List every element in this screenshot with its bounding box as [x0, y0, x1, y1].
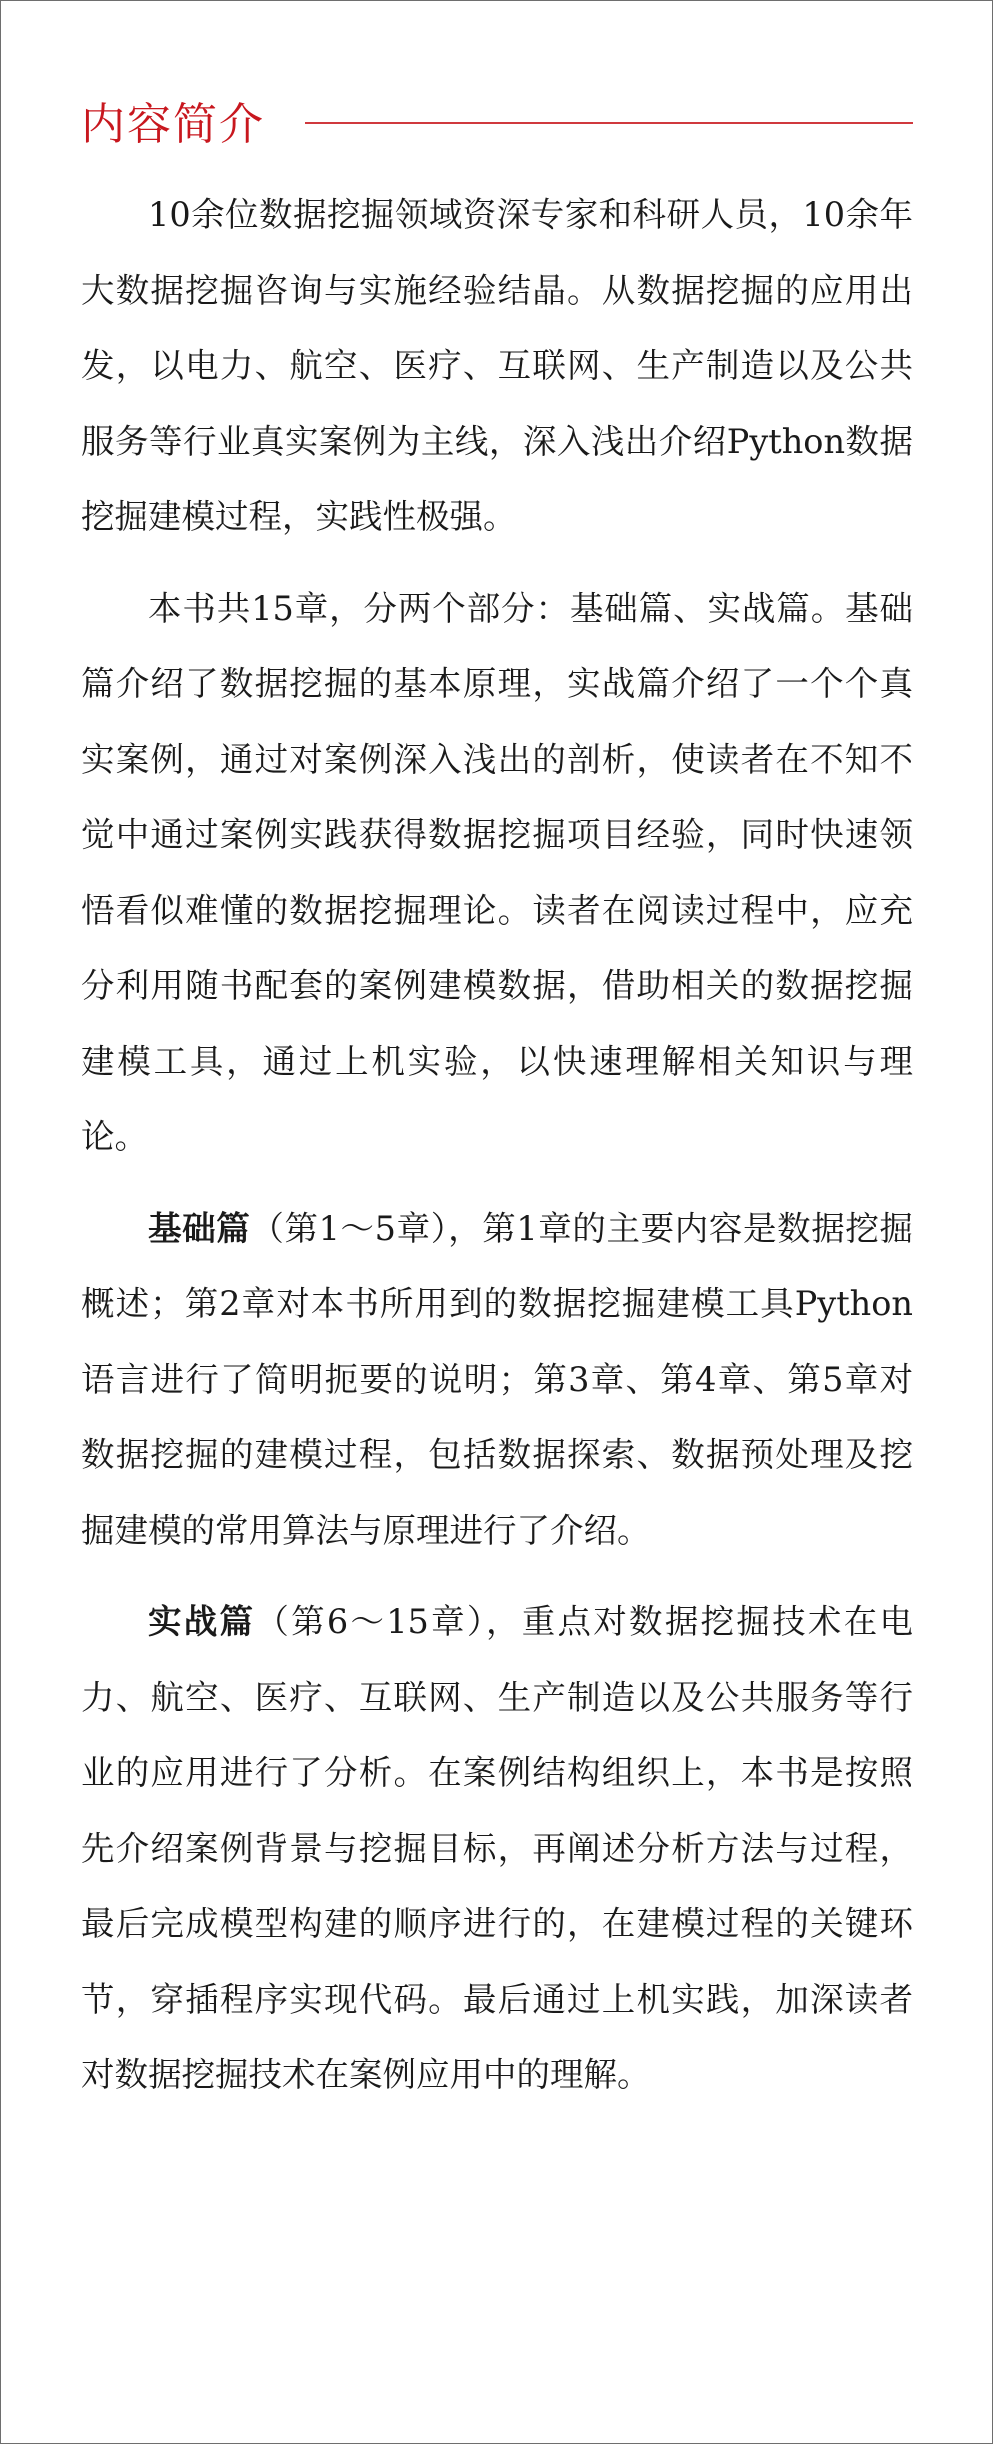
paragraph-practice-label: 实战篇: [148, 1602, 256, 1641]
synopsis-body: [81, 177, 913, 2129]
title-rule-divider: [305, 122, 913, 124]
section-header: [81, 85, 913, 155]
paragraph-structure-text: 本书共15章，分两个部分：基础篇、实战篇。基础篇介绍了数据挖掘的基本原理，实战篇介绍了一个个真实案例，通过对案例深入浅出的剖析，使读者在不知不觉中通过案例实践获得数据挖掘项目经验，同时快速领悟看似难懂的数据挖掘理论。读者在阅读过程中，应充分利用随书配套的案例建模数据，借助相关的数据挖掘建模工具，通过上机实验，以快速理解相关知识与理论。: [81, 588, 913, 1156]
paragraph-structure: [81, 571, 913, 1175]
paragraph-basics: [81, 1191, 913, 1569]
paragraph-practice: [81, 1584, 913, 2113]
paragraph-practice-text: （第6～15章），重点对数据挖掘技术在电力、航空、医疗、互联网、生产制造以及公共服务等行业的应用进行了分析。在案例结构组织上，本书是按照先介绍案例背景与挖掘目标，再阐述分析方法与过程，最后完成模型构建的顺序进行的，在建模过程的关键环节，穿插程序实现代码。最后通过上机实践，加深读者对数据挖掘技术在案例应用中的理解。: [81, 1602, 913, 2094]
section-title: 内容简介: [81, 99, 265, 150]
paragraph-overview: [81, 177, 913, 555]
paragraph-overview-text: 10余位数据挖掘领域资深专家和科研人员，10余年大数据挖掘咨询与实施经验结晶。从数据挖掘的应用出发，以电力、航空、医疗、互联网、生产制造以及公共服务等行业真实案例为主线，深入浅出介绍Python数据挖掘建模过程，实践性极强。: [81, 195, 913, 536]
paragraph-basics-label: 基础篇: [148, 1208, 251, 1248]
paragraph-basics-text: （第1～5章），第1章的主要内容是数据挖掘概述；第2章对本书所用到的数据挖掘建模工具Python语言进行了简明扼要的说明；第3章、第4章、第5章对数据挖掘的建模过程，包括数据探索、数据预处理及挖掘建模的常用算法与原理进行了介绍。: [81, 1208, 913, 1550]
